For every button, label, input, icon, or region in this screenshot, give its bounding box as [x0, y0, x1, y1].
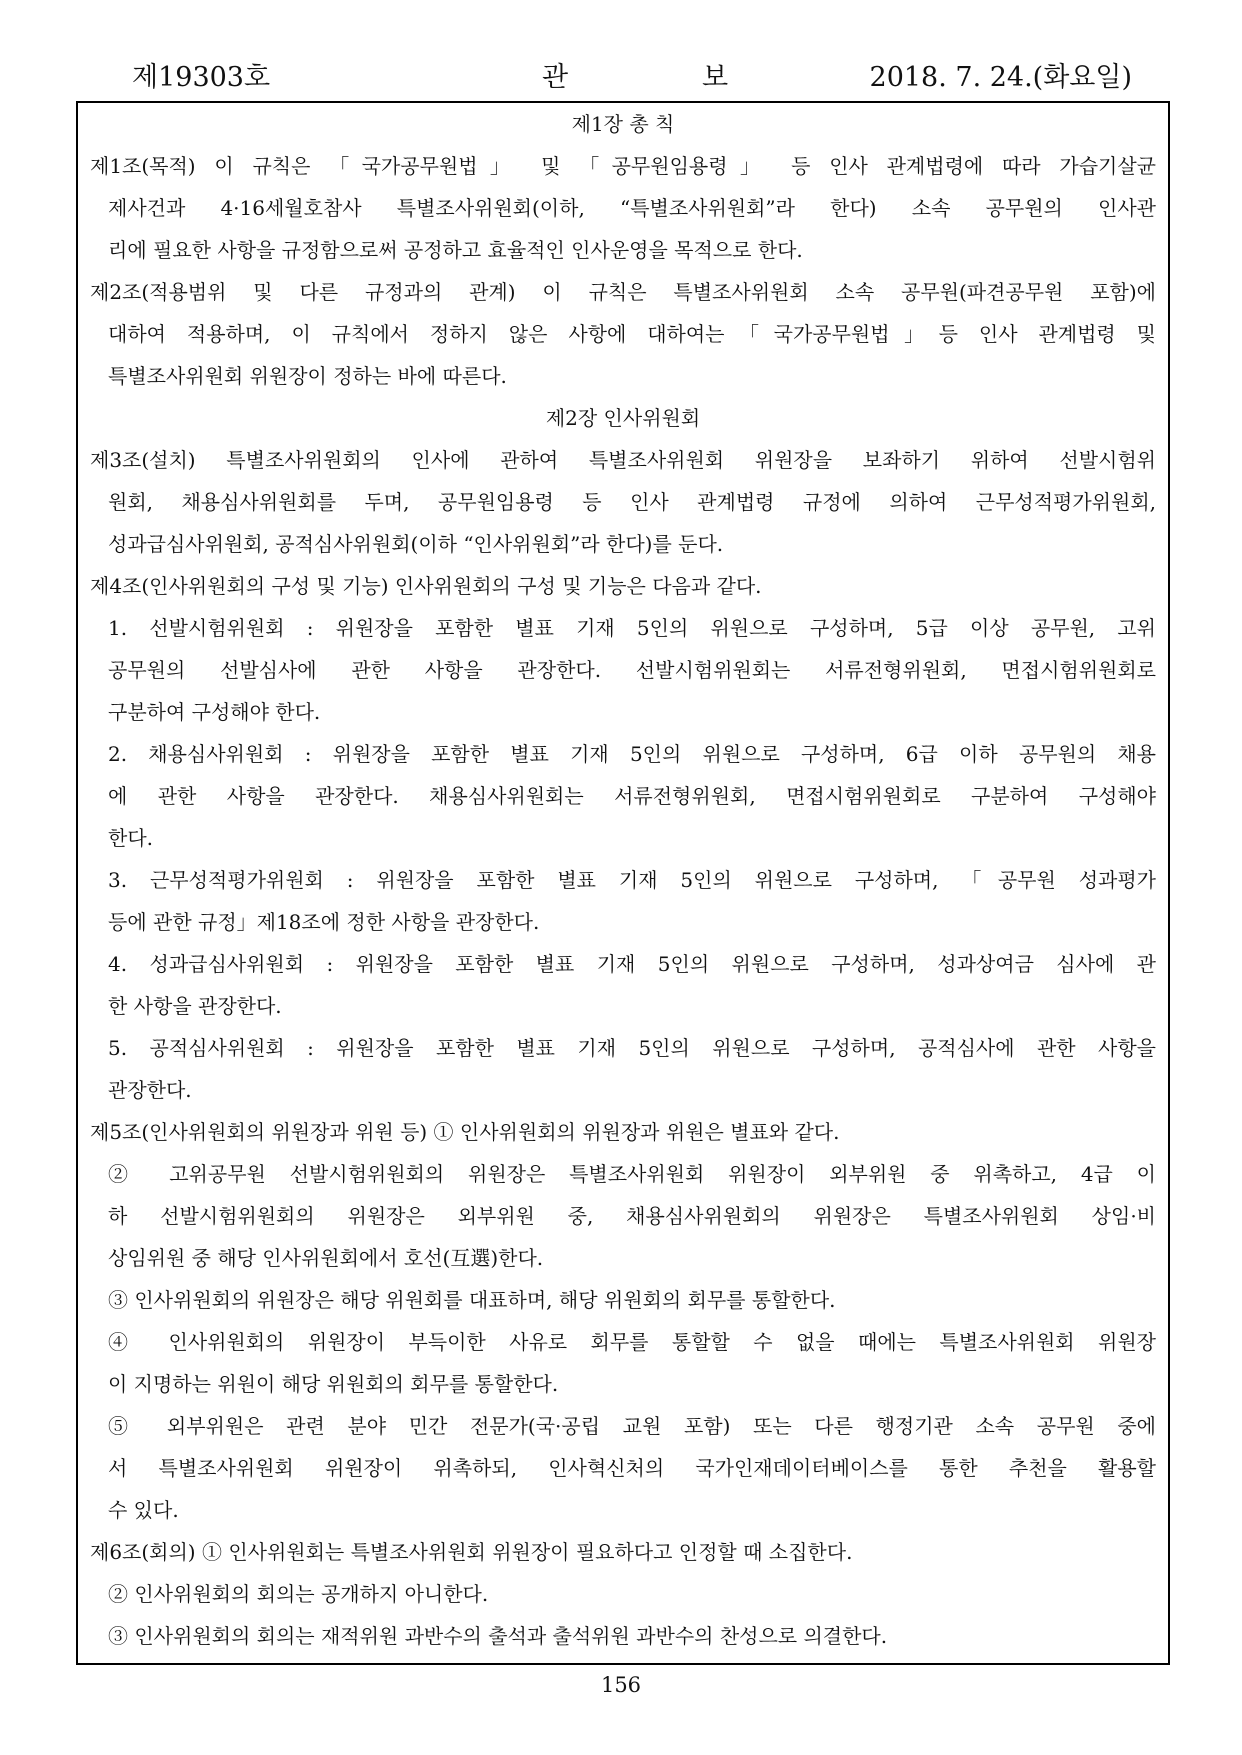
paragraph-line: 수 있다.: [108, 1498, 179, 1522]
paragraph-line: 이 지명하는 위원이 해당 위원회의 회무를 통할한다.: [108, 1372, 559, 1396]
gazette-title-second-char: 보: [702, 62, 729, 93]
article-6: [90, 1531, 1156, 1657]
article-2: [90, 271, 1156, 397]
article-1: [90, 145, 1156, 271]
list-item: [90, 943, 1156, 1027]
item-line: 4. 성과급심사위원회 : 위원장을 포함한 별표 기재 5인의 위원으로 구성하며, 성과상여금 심사에 관: [108, 952, 1156, 976]
item-line: 1. 선발시험위원회 : 위원장을 포함한 별표 기재 5인의 위원으로 구성하며, 5급 이상 공무원, 고위: [108, 616, 1156, 640]
article-4: [90, 565, 1156, 1111]
page-header: [0, 56, 1242, 100]
article-3: [90, 439, 1156, 565]
gazette-title-first-char: 관: [542, 62, 569, 93]
list-item: [90, 1027, 1156, 1111]
paragraph-line: ② 인사위원회의 회의는 공개하지 아니한다.: [108, 1582, 489, 1606]
article-line: 성과급심사위원회, 공적심사위원회(이하 “인사위원회”라 한다)를 둔다.: [108, 532, 724, 556]
paragraph-line: 서 특별조사위원회 위원장이 위촉하되, 인사혁신처의 국가인재데이터베이스를 통한 추천을 활용할: [108, 1456, 1156, 1480]
chapter-heading: 제2장 인사위원회: [545, 406, 701, 430]
paragraph-line: ② 고위공무원 선발시험위원회의 위원장은 특별조사위원회 위원장이 외부위원 중 위촉하고, 4급 이: [108, 1162, 1156, 1186]
item-line: 구분하여 구성해야 한다.: [108, 700, 321, 724]
paragraph: [90, 1405, 1156, 1531]
paragraph: [90, 1321, 1156, 1405]
article-line: 제5조(인사위원회의 위원장과 위원 등) ① 인사위원회의 위원장과 위원은 별표와 같다.: [90, 1120, 840, 1144]
chapter-heading: 제1장 총 칙: [571, 112, 675, 136]
content-frame: [76, 101, 1170, 1665]
list-item: [90, 733, 1156, 859]
paragraph-line: 상임위원 중 해당 인사위원회에서 호선(互選)한다.: [108, 1246, 544, 1270]
item-line: 공무원의 선발심사에 관한 사항을 관장한다. 선발시험위원회는 서류전형위원회, 면접시험위원회로: [108, 658, 1156, 682]
article-line: 제2조(적용범위 및 다른 규정과의 관계) 이 규칙은 특별조사위원회 소속 공무원(파견공무원 포함)에: [90, 280, 1156, 304]
paragraph-line: ③ 인사위원회의 위원장은 해당 위원회를 대표하며, 해당 위원회의 회무를 통할한다.: [108, 1288, 836, 1312]
article-line: 대하여 적용하며, 이 규칙에서 정하지 않은 사항에 대하여는「국가공무원법」등 인사 관계법령 및: [108, 322, 1156, 346]
paragraph: [90, 1153, 1156, 1279]
list-item: [90, 607, 1156, 733]
article-line: 원회, 채용심사위원회를 두며, 공무원임용령 등 인사 관계법령 규정에 의하여 근무성적평가위원회,: [108, 490, 1156, 514]
item-line: 에 관한 사항을 관장한다. 채용심사위원회는 서류전형위원회, 면접시험위원회로 구분하여 구성해야: [108, 784, 1156, 808]
article-line: 특별조사위원회 위원장이 정하는 바에 따른다.: [108, 364, 507, 388]
item-line: 5. 공적심사위원회 : 위원장을 포함한 별표 기재 5인의 위원으로 구성하며, 공적심사에 관한 사항을: [108, 1036, 1156, 1060]
article-line: 리에 필요한 사항을 규정함으로써 공정하고 효율적인 인사운영을 목적으로 한다.: [108, 238, 803, 262]
page-number: 156: [600, 1673, 642, 1697]
item-line: 한다.: [108, 826, 153, 850]
item-line: 2. 채용심사위원회 : 위원장을 포함한 별표 기재 5인의 위원으로 구성하며, 6급 이하 공무원의 채용: [108, 742, 1156, 766]
issue-number: 제19303호: [132, 62, 271, 93]
item-line: 한 사항을 관장한다.: [108, 994, 282, 1018]
issue-date: 2018. 7. 24.(화요일): [869, 62, 1132, 93]
item-line: 3. 근무성적평가위원회 : 위원장을 포함한 별표 기재 5인의 위원으로 구성하며, 「공무원 성과평가: [108, 868, 1156, 892]
article-line: 제4조(인사위원회의 구성 및 기능) 인사위원회의 구성 및 기능은 다음과 같다.: [90, 574, 762, 598]
article-5: [90, 1111, 1156, 1531]
article-line: 제6조(회의) ① 인사위원회는 특별조사위원회 위원장이 필요하다고 인정할 때 소집한다.: [90, 1540, 853, 1564]
paragraph-line: ③ 인사위원회의 회의는 재적위원 과반수의 출석과 출석위원 과반수의 찬성으로 의결한다.: [108, 1624, 888, 1648]
paragraph: [90, 1279, 1156, 1321]
item-line: 관장한다.: [108, 1078, 192, 1102]
article-line: 제사건과 4·16세월호참사 특별조사위원회(이하, “특별조사위원회”라 한다) 소속 공무원의 인사관: [108, 196, 1156, 220]
article-line: 제3조(설치) 특별조사위원회의 인사에 관하여 특별조사위원회 위원장을 보좌하기 위하여 선발시험위: [90, 448, 1156, 472]
paragraph-line: ⑤ 외부위원은 관련 분야 민간 전문가(국·공립 교원 포함) 또는 다른 행정기관 소속 공무원 중에: [108, 1414, 1156, 1438]
paragraph-line: 하 선발시험위원회의 위원장은 외부위원 중, 채용심사위원회의 위원장은 특별조사위원회 상임·비: [108, 1204, 1156, 1228]
item-line: 등에 관한 규정」제18조에 정한 사항을 관장한다.: [108, 910, 540, 934]
list-item: [90, 859, 1156, 943]
paragraph-line: ④ 인사위원회의 위원장이 부득이한 사유로 회무를 통할할 수 없을 때에는 특별조사위원회 위원장: [108, 1330, 1156, 1354]
article-line: 제1조(목적) 이 규칙은 「국가공무원법」 및 「공무원임용령」 등 인사 관계법령에 따라 가습기살균: [90, 154, 1156, 178]
